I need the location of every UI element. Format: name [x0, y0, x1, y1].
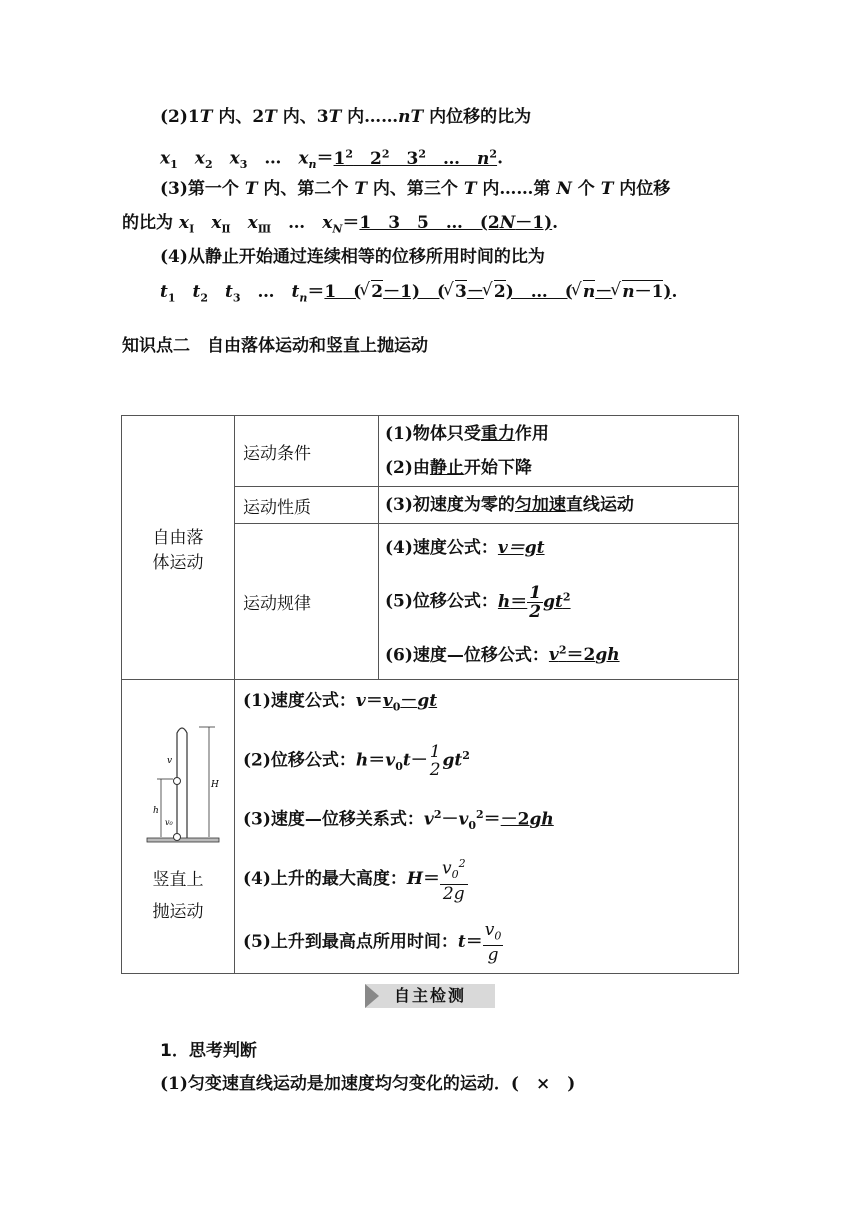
arrow-icon: [365, 984, 379, 1008]
vertical-throw-figure: [133, 721, 223, 851]
self-check-label: 自主检测: [393, 986, 466, 1005]
ratio-2-formula: $x_1$ $x_2$ $x_3$ … $x_n=1^2$ $2^2$ $3^2$ … $n^2$.: [160, 147, 503, 172]
figure-label-v0: v₀: [165, 818, 173, 828]
ratio-3-formula: 的比为 $x_Ⅰ$ $x_Ⅱ$ $x_Ⅲ$ … $x_N=1$ 3 5 … (2N－1).: [122, 213, 559, 236]
figure-label-v: v: [167, 756, 173, 767]
ratio-4-intro: (4)从静止开始通过连续相等的位移所用时间的比为: [160, 247, 545, 267]
figure-label-h: h: [153, 806, 159, 817]
laws-label: 运动规律: [235, 524, 379, 680]
figure-label-H: H: [211, 780, 219, 791]
section-title: 知识点二 自由落体运动和竖直上抛运动: [122, 336, 428, 356]
vertical-throw-cell: [122, 680, 235, 973]
nature-cell: (3)初速度为零的匀加速直线运动: [379, 487, 739, 524]
motion-table: [121, 415, 739, 974]
question-heading: 1．思考判断: [160, 1041, 257, 1061]
ratio-4-formula: $t_1$ $t_2$ $t_3$ … $t_n=1$ (√ 2－1) (√ 3－√ 2) … (√ n－√ n－1).: [160, 281, 677, 309]
self-check-badge: [365, 984, 495, 1008]
conditions-cell: (1)物体只受重力作用 (2)由静止开始下降: [379, 416, 739, 487]
free-fall-name: 自由落 体运动: [122, 416, 235, 680]
nature-label: 运动性质: [235, 487, 379, 524]
question-1: (1)匀变速直线运动是加速度均匀变化的运动．( × ): [160, 1074, 576, 1094]
ratio-2-intro: (2)1T 内、2T 内、3T 内……nT 内位移的比为: [160, 107, 532, 127]
vertical-throw-laws: (1)速度公式：$v=v_0-gt$ (2)位移公式：$h=v_0t-$ 1 2 $gt^2$ (3)速度—位移关系式：$v^2-v_0^2=-2gh$ (4)上升的最大高度：H＝ $\frac{v_0^2}{2g}$ (5)上升到最高点所用时间：t＝ $\frac{v_0}{g}$: [235, 680, 739, 973]
laws-cell: (4)速度公式：v＝gt (5)位移公式：h＝ $\frac{1}{2}$ $gt^2$ (6)速度—位移公式：$v^2=2gh$: [379, 524, 739, 680]
vertical-throw-name: 竖直上 抛运动: [152, 870, 204, 923]
conditions-label: 运动条件: [235, 416, 379, 487]
ratio-3-intro: (3)第一个 T 内、第二个 T 内、第三个 T 内……第 N 个 T 内位移: [160, 179, 671, 199]
